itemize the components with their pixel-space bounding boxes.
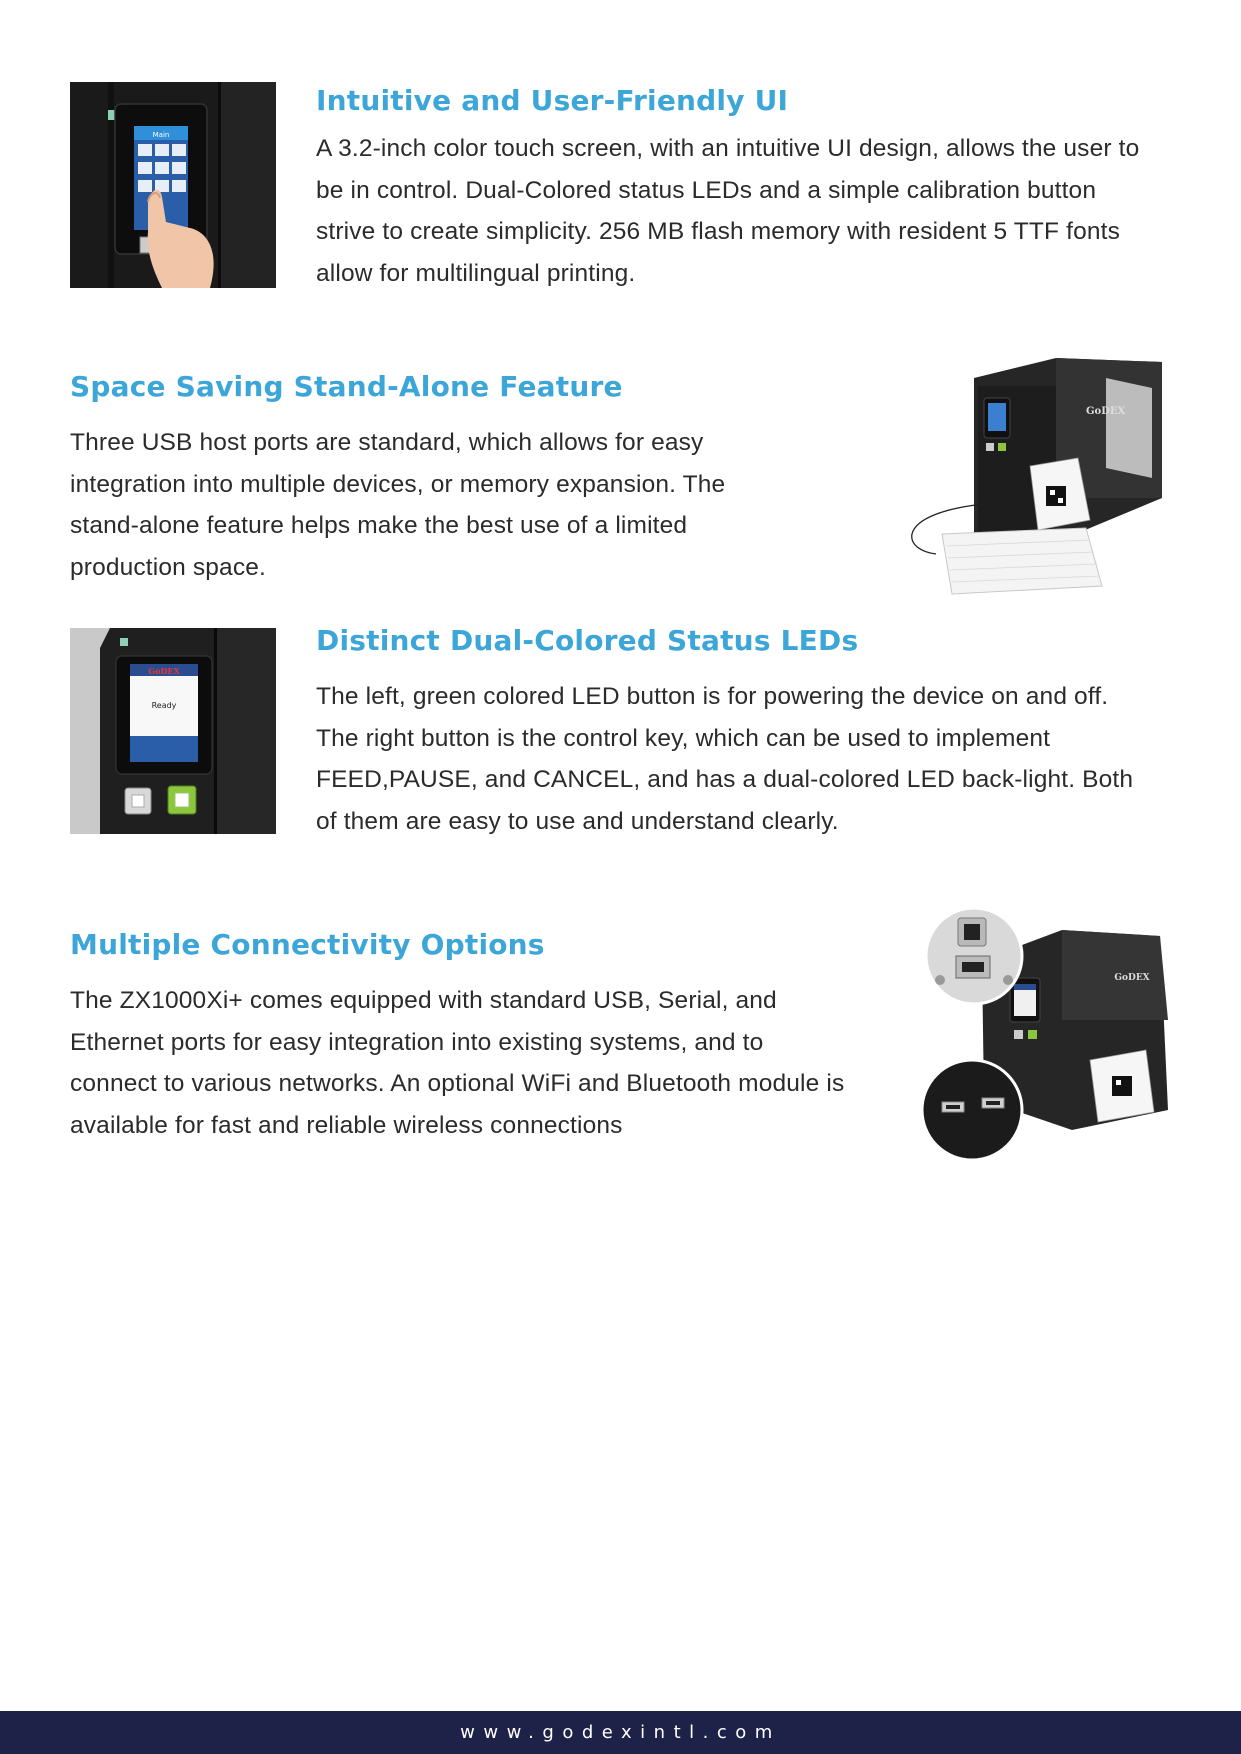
footer-website-link[interactable]: www.godexintl.com [460, 1722, 781, 1743]
section-body-leds: The left, green colored LED button is for powering the device on and off. The right button is the control key, which can be used to implement FEED,PAUSE, and CANCEL, and has a dual-colored LED back-light. Both of them are easy to use and understand clearly. [316, 683, 1134, 835]
connectivity-brand-logo: GoDEX [1114, 973, 1150, 983]
touchscreen-photo [70, 82, 276, 288]
led-screen-brand: GoDEX [148, 666, 180, 676]
section-heading-ui: Intuitive and User-Friendly UI [316, 84, 789, 117]
status-leds-photo [70, 628, 276, 834]
printer-brand-logo: GoDEX [1086, 406, 1126, 417]
section-heading-leds: Distinct Dual-Colored Status LEDs [316, 624, 859, 657]
section-heading-connectivity: Multiple Connectivity Options [70, 928, 545, 961]
printer-keyboard-photo [906, 348, 1166, 600]
led-screen-status: Ready [151, 701, 177, 710]
footer-bar [0, 1711, 1241, 1754]
connectivity-photo [922, 900, 1172, 1162]
section-body-standalone: Three USB host ports are standard, which allows for easy integration into multiple devices, or memory expansion. The stand-alone feature helps make the best use of a limited production space. [70, 429, 726, 581]
section-body-ui: A 3.2-inch color touch screen, with an intuitive UI design, allows the user to be in control. Dual-Colored status LEDs and a simple calibration button strive to create simplicity. 256 MB flash memory with resident 5 TTF fonts allow for multilingual printing. [316, 135, 1140, 287]
touchscreen-title: Main [152, 131, 170, 139]
section-heading-standalone: Space Saving Stand-Alone Feature [70, 370, 623, 403]
section-body-connectivity: The ZX1000Xi+ comes equipped with standard USB, Serial, and Ethernet ports for easy integration into existing systems, and to connect to various networks. An optional WiFi and Bluetooth module is available for fast and reliable wireless connections [70, 987, 845, 1139]
